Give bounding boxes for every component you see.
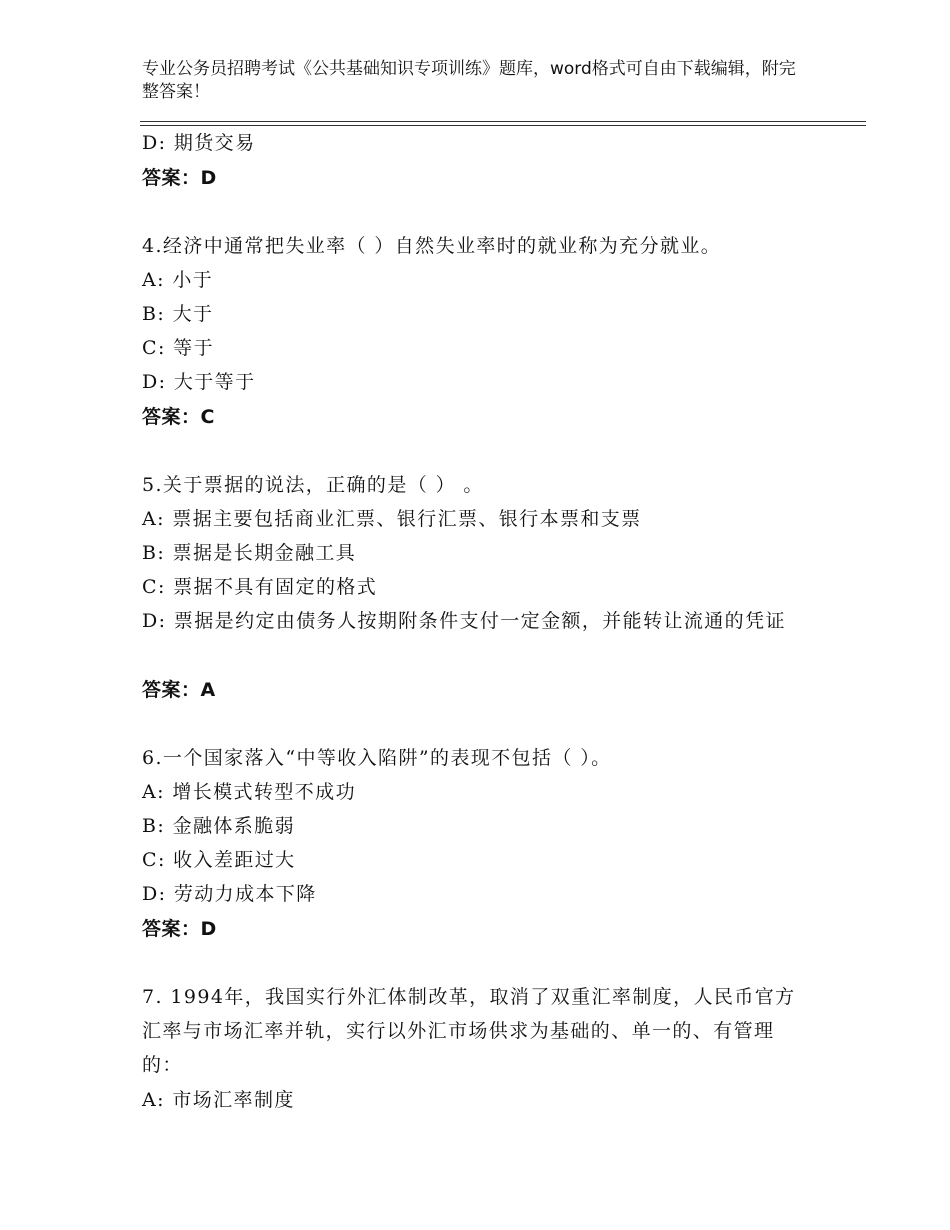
q5-option-c: C: 票据不具有固定的格式 [142, 576, 378, 598]
q7-stem: 7. 1994年，我国实行外汇体制改革，取消了双重汇率制度，人民币官方汇率与市场汇率并轨，实行以外汇市场供求为基础的、单一的、有管理的： [142, 986, 796, 1076]
q6-stem: 6.一个国家落入“中等收入陷阱”的表现不包括（ ）。 [142, 747, 612, 769]
q4-answer: 答案：C [142, 406, 215, 428]
header-rule-bottom [140, 125, 866, 126]
q4-option-b: B: 大于 [142, 303, 214, 325]
q5-option-a: A: 票据主要包括商业汇票、银行汇票、银行本票和支票 [142, 508, 642, 530]
q4-option-a: A: 小于 [142, 269, 214, 291]
q7-option-a: A: 市场汇率制度 [142, 1089, 295, 1111]
q5-stem: 5.关于票据的说法，正确的是（ ） 。 [142, 474, 484, 496]
q6-option-a: A: 增长模式转型不成功 [142, 781, 356, 803]
q6-option-b: B: 金融体系脆弱 [142, 815, 296, 837]
q6-answer: 答案：D [142, 918, 217, 940]
prev-option-d: D: 期货交易 [142, 132, 256, 154]
q5-option-d: D: 票据是约定由债务人按期附条件支付一定金额，并能转让流通的凭证 [142, 610, 786, 632]
q4-option-c: C: 等于 [142, 337, 214, 359]
document-header: 专业公务员招聘考试《公共基础知识专项训练》题库，word格式可自由下载编辑，附完整答案！ [142, 59, 796, 102]
q6-option-c: C: 收入差距过大 [142, 849, 296, 871]
q4-option-d: D: 大于等于 [142, 371, 256, 393]
q4-stem: 4.经济中通常把失业率（ ）自然失业率时的就业称为充分就业。 [142, 235, 722, 257]
q6-option-d: D: 劳动力成本下降 [142, 883, 317, 905]
header-rule-top [140, 121, 866, 122]
prev-answer: 答案：D [142, 167, 217, 189]
q5-option-b: B: 票据是长期金融工具 [142, 542, 357, 564]
q5-answer: 答案：A [142, 679, 216, 701]
